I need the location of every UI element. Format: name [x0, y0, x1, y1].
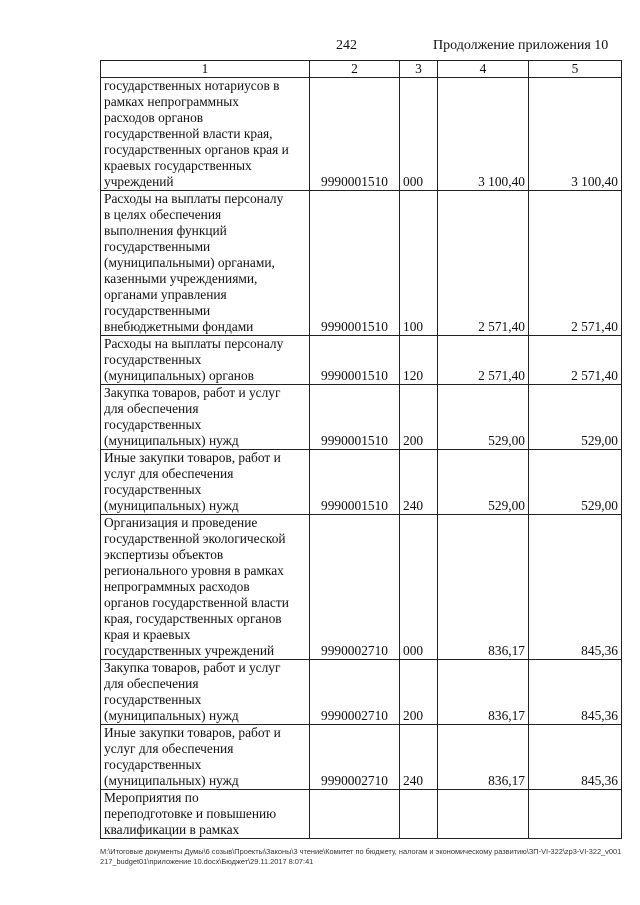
amount-2017-cell: 2 571,40 [438, 191, 529, 336]
target-code-cell: 9990002710 [310, 515, 400, 660]
column-header: 2 [310, 61, 400, 78]
description-line: государственных [104, 482, 202, 497]
description-line: Закупка товаров, работ и услуг [104, 660, 281, 675]
description-line: государственных [104, 417, 202, 432]
expense-type-cell: 100 [400, 191, 438, 336]
description-line: государственной власти края, [104, 126, 273, 141]
description-line: (муниципальных) органов [104, 368, 254, 383]
amount-2018-cell: 845,36 [529, 725, 622, 790]
amount-2018-cell: 2 571,40 [529, 191, 622, 336]
description-line: (муниципальных) нужд [104, 708, 239, 723]
target-code-cell: 9990001510 [310, 336, 400, 385]
amount-2017-cell: 3 100,40 [438, 78, 529, 191]
table-row [101, 790, 622, 839]
table-row [101, 385, 622, 450]
description-line: государственных нотариусов в [104, 78, 280, 93]
row-description [101, 725, 310, 790]
column-header: 4 [438, 61, 529, 78]
description-line: Иные закупки товаров, работ и [104, 450, 281, 465]
description-line: (муниципальных) нужд [104, 433, 239, 448]
amount-2017-cell: 836,17 [438, 725, 529, 790]
amount-2018-cell: 845,36 [529, 515, 622, 660]
expense-type-cell: 000 [400, 78, 438, 191]
table-row [101, 515, 622, 660]
table-row [101, 450, 622, 515]
description-line: казенными учреждениями, [104, 271, 258, 286]
expense-type-cell: 120 [400, 336, 438, 385]
amount-2018-cell [529, 790, 622, 839]
amount-2017-cell: 836,17 [438, 660, 529, 725]
amount-2017-cell: 2 571,40 [438, 336, 529, 385]
description-line: непрограммных расходов [104, 579, 250, 594]
description-line: государственных учреждений [104, 643, 275, 658]
description-line: экспертизы объектов [104, 547, 224, 562]
row-description [101, 385, 310, 450]
description-line: (муниципальными) органами, [104, 255, 275, 270]
amount-2017-cell: 836,17 [438, 515, 529, 660]
row-description [101, 450, 310, 515]
description-line: Иные закупки товаров, работ и [104, 725, 281, 740]
amount-2018-cell: 2 571,40 [529, 336, 622, 385]
amount-2018-cell: 529,00 [529, 450, 622, 515]
row-description [101, 191, 310, 336]
description-line: государственных [104, 692, 202, 707]
description-line: рамках непрограммных [104, 94, 240, 109]
row-description [101, 336, 310, 385]
expense-type-cell: 000 [400, 515, 438, 660]
description-line: государственных органов края и [104, 142, 289, 157]
description-line: государственными [104, 303, 211, 318]
expense-type-cell [400, 790, 438, 839]
amount-2017-cell: 529,00 [438, 385, 529, 450]
description-line: (муниципальных) нужд [104, 773, 239, 788]
description-line: Расходы на выплаты персоналу [104, 336, 284, 351]
description-line: учреждений [104, 174, 174, 189]
table-row [101, 191, 622, 336]
target-code-cell [310, 790, 400, 839]
description-line: регионального уровня в рамках [104, 563, 284, 578]
column-header: 1 [101, 61, 310, 78]
expense-type-cell: 240 [400, 450, 438, 515]
table-row [101, 78, 622, 191]
continuation-label: Продолжение приложения 10 [433, 38, 609, 53]
description-line: переподготовке и повышению [104, 806, 277, 821]
table-row [101, 660, 622, 725]
column-header: 5 [529, 61, 622, 78]
amount-2017-cell: 529,00 [438, 450, 529, 515]
budget-table [100, 60, 622, 839]
description-line: органов государственной власти [104, 595, 289, 610]
target-code-cell: 9990001510 [310, 385, 400, 450]
description-line: государственными [104, 239, 211, 254]
row-description [101, 78, 310, 191]
description-line: для обеспечения [104, 401, 199, 416]
description-line: органами управления [104, 287, 227, 302]
description-line: внебюджетными фондами [104, 319, 254, 334]
description-line: краевых государственных [104, 158, 252, 173]
description-line: края, государственных органов [104, 611, 282, 626]
amount-2017-cell [438, 790, 529, 839]
expense-type-cell: 200 [400, 660, 438, 725]
amount-2018-cell: 3 100,40 [529, 78, 622, 191]
table-row [101, 336, 622, 385]
description-line: государственной экологической [104, 531, 286, 546]
description-line: услуг для обеспечения [104, 466, 234, 481]
description-line: для обеспечения [104, 676, 199, 691]
target-code-cell: 9990002710 [310, 660, 400, 725]
description-line: Расходы на выплаты персоналу [104, 191, 284, 206]
file-path-footer: M:\Итоговые документы Думы\6 созыв\Проекты\Законы\3 чтение\Комитет по бюджету, налогам и экономическому развитию\ЗП-VI-322\zp3-VI-322_v001217_budget01\приложение 10.docx\Бюджет\29.11.2017 8:07:41 [100, 847, 622, 866]
description-line: (муниципальных) нужд [104, 498, 239, 513]
description-line: государственных [104, 757, 202, 772]
amount-2018-cell: 845,36 [529, 660, 622, 725]
description-line: квалификации в рамках [104, 822, 240, 837]
row-description [101, 660, 310, 725]
expense-type-cell: 200 [400, 385, 438, 450]
target-code-cell: 9990001510 [310, 191, 400, 336]
target-code-cell: 9990002710 [310, 725, 400, 790]
description-line: выполнения функций [104, 223, 227, 238]
row-description [101, 790, 310, 839]
target-code-cell: 9990001510 [310, 78, 400, 191]
description-line: услуг для обеспечения [104, 741, 234, 756]
column-header: 3 [400, 61, 438, 78]
page-number: 242 [336, 38, 357, 53]
table-row [101, 725, 622, 790]
amount-2018-cell: 529,00 [529, 385, 622, 450]
description-line: Организация и проведение [104, 515, 258, 530]
row-description [101, 515, 310, 660]
description-line: края и краевых [104, 627, 191, 642]
description-line: Мероприятия по [104, 790, 199, 805]
table-header-row [101, 61, 622, 78]
description-line: Закупка товаров, работ и услуг [104, 385, 281, 400]
description-line: расходов органов [104, 110, 204, 125]
expense-type-cell: 240 [400, 725, 438, 790]
description-line: в целях обеспечения [104, 207, 222, 222]
description-line: государственных [104, 352, 202, 367]
target-code-cell: 9990001510 [310, 450, 400, 515]
